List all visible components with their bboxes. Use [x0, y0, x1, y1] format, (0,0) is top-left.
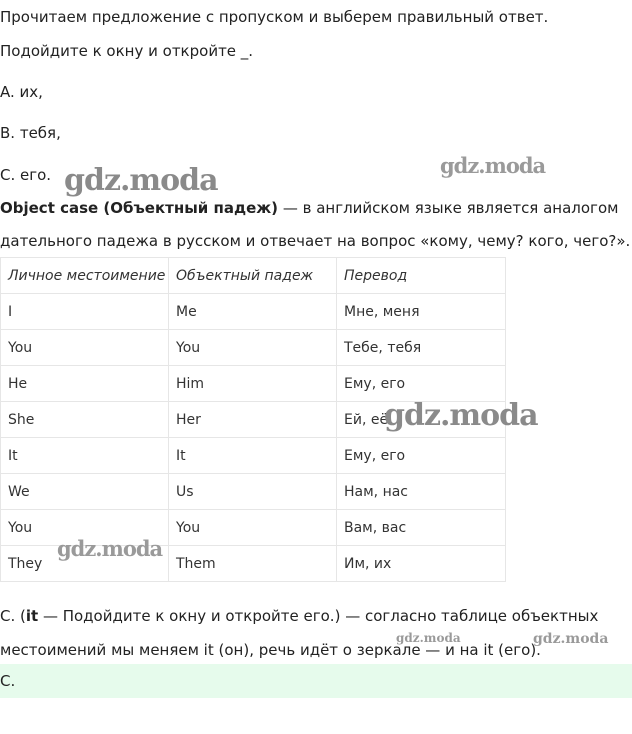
cell-translation: Им, их [337, 546, 506, 582]
cell-translation: Ей, её [337, 402, 506, 438]
cell-personal: You [1, 510, 169, 546]
cell-personal: They [1, 546, 169, 582]
header-object: Объектный падеж [169, 258, 337, 294]
answer-text: C. [0, 672, 16, 690]
table-row [1, 366, 506, 402]
option-c: C. его. [0, 166, 52, 184]
cell-personal: It [1, 438, 169, 474]
cell-object: You [169, 330, 337, 366]
explanation-line-2: местоимений мы меняем it (он), речь идёт о зеркале — и на it (его). [0, 641, 541, 659]
watermark: gdz.moda [440, 153, 546, 178]
definition-term: Object case (Объектный падеж) [0, 199, 279, 217]
watermark: gdz.moda [64, 163, 218, 198]
answer-box [0, 664, 632, 698]
cell-translation: Ему, его [337, 438, 506, 474]
cell-translation: Вам, вас [337, 510, 506, 546]
definition-line-1 [0, 198, 618, 218]
table-row [1, 474, 506, 510]
table-row [1, 294, 506, 330]
watermark: gdz.moda [533, 631, 609, 647]
cell-personal: You [1, 330, 169, 366]
table-row [1, 330, 506, 366]
explanation-keyword: it [25, 607, 39, 625]
cell-object: Us [169, 474, 337, 510]
cell-personal: I [1, 294, 169, 330]
cell-object: Him [169, 366, 337, 402]
explanation-rest: — Подойдите к окну и откройте его.) — согласно таблице объектных [38, 607, 599, 625]
explanation-line-1 [0, 606, 598, 626]
cell-object: Them [169, 546, 337, 582]
cell-translation: Ему, его [337, 366, 506, 402]
cell-object: It [169, 438, 337, 474]
table-row [1, 438, 506, 474]
cell-personal: She [1, 402, 169, 438]
cell-object: Me [169, 294, 337, 330]
option-b: B. тебя, [0, 124, 61, 142]
cell-translation: Нам, нас [337, 474, 506, 510]
cell-personal: We [1, 474, 169, 510]
watermark: gdz.moda [384, 398, 538, 433]
definition-rest: — в английском языке является аналогом [278, 199, 619, 217]
cell-translation: Мне, меня [337, 294, 506, 330]
task-sentence: Подойдите к окну и откройте _. [0, 42, 254, 60]
option-a: A. их, [0, 83, 43, 101]
cell-personal: He [1, 366, 169, 402]
cell-object: You [169, 510, 337, 546]
table-header-row [1, 258, 506, 294]
explanation-prefix: C. ( [0, 607, 26, 625]
header-translation: Перевод [337, 258, 506, 294]
watermark: gdz.moda [396, 631, 461, 645]
definition-line-2: дательного падежа в русском и отвечает на вопрос «кому, чему? кого, чего?». [0, 232, 631, 250]
intro-text: Прочитаем предложение с пропуском и выберем правильный ответ. [0, 8, 549, 26]
cell-object: Her [169, 402, 337, 438]
watermark: gdz.moda [57, 536, 163, 561]
header-personal: Личное местоимение [1, 258, 169, 294]
cell-translation: Тебе, тебя [337, 330, 506, 366]
